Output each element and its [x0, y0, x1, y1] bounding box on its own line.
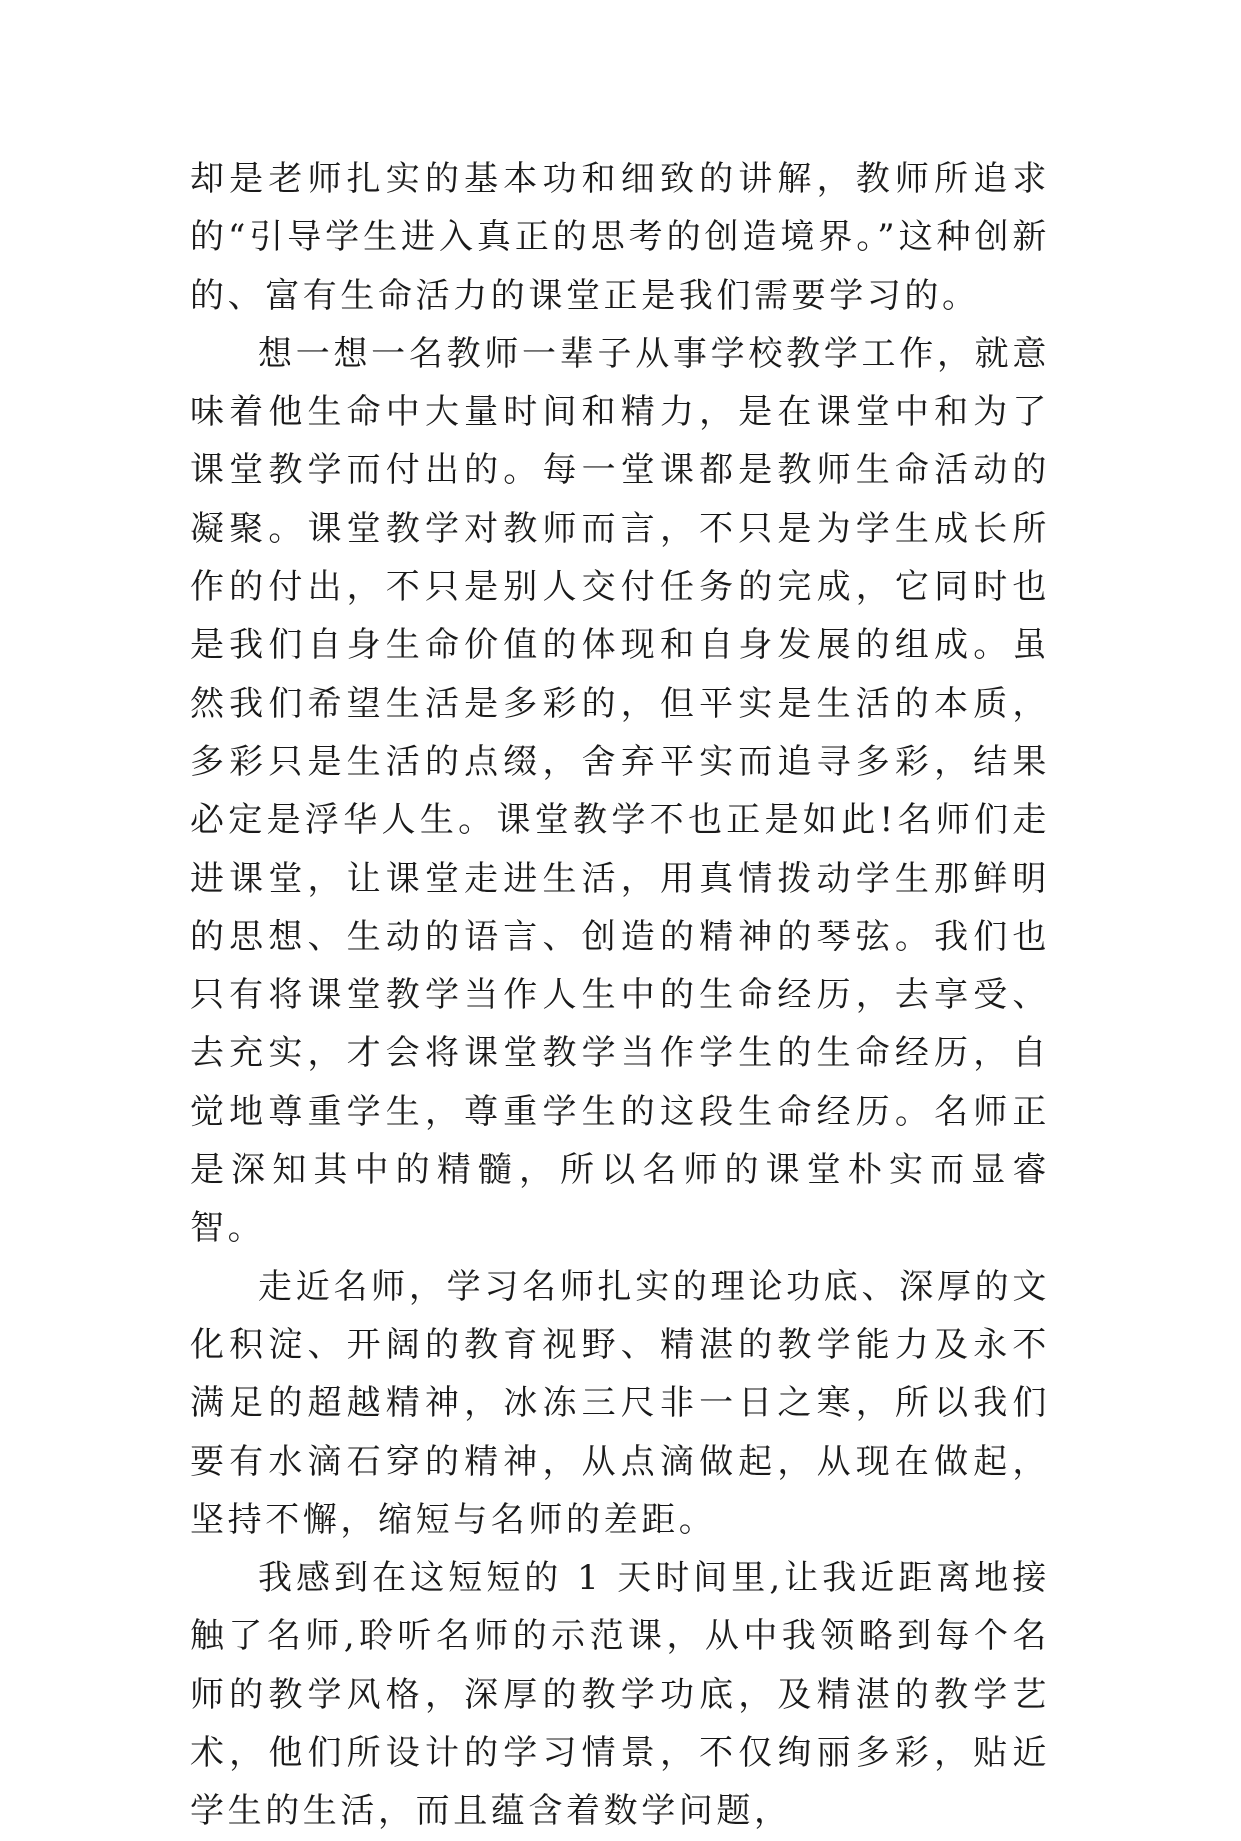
document-body [190, 150, 1050, 1841]
paragraph-4: 我感到在这短短的 1 天时间里,让我近距离地接触了名师,聆听名师的示范课，从中我领略到每个名师的教学风格，深厚的教学功底，及精湛的教学艺术，他们所设计的学习情景，不仅绚丽多彩，贴近学生的生活，而且蕴含着数学问题， [190, 1558, 1050, 1832]
paragraph-2: 想一想一名教师一辈子从事学校教学工作，就意味着他生命中大量时间和精力，是在课堂中和为了课堂教学而付出的。每一堂课都是教师生命活动的凝聚。课堂教学对教师而言，不只是为学生成长所作的付出，不只是别人交付任务的完成，它同时也是我们自身生命价值的体现和自身发展的组成。虽然我们希望生活是多彩的，但平实是生活的本质，多彩只是生活的点缀，舍弃平实而追寻多彩，结果必定是浮华人生。课堂教学不也正是如此!名师们走进课堂，让课堂走进生活，用真情拨动学生那鲜明的思想、生动的语言、创造的精神的琴弦。我们也只有将课堂教学当作人生中的生命经历，去享受、去充实，才会将课堂教学当作学生的生命经历，自觉地尊重学生，尊重学生的这段生命经历。名师正是深知其中的精髓，所以名师的课堂朴实而显睿智。 [190, 333, 1050, 1249]
paragraph-1: 却是老师扎实的基本功和细致的讲解，教师所追求的“引导学生进入真正的思考的创造境界。”这种创新的、富有生命活力的课堂正是我们需要学习的。 [190, 159, 1050, 316]
paragraph-3: 走近名师，学习名师扎实的理论功底、深厚的文化积淀、开阔的教育视野、精湛的教学能力及永不满足的超越精神，冰冻三尺非一日之寒，所以我们要有水滴石穿的精神，从点滴做起，从现在做起，坚持不懈，缩短与名师的差距。 [190, 1266, 1050, 1540]
